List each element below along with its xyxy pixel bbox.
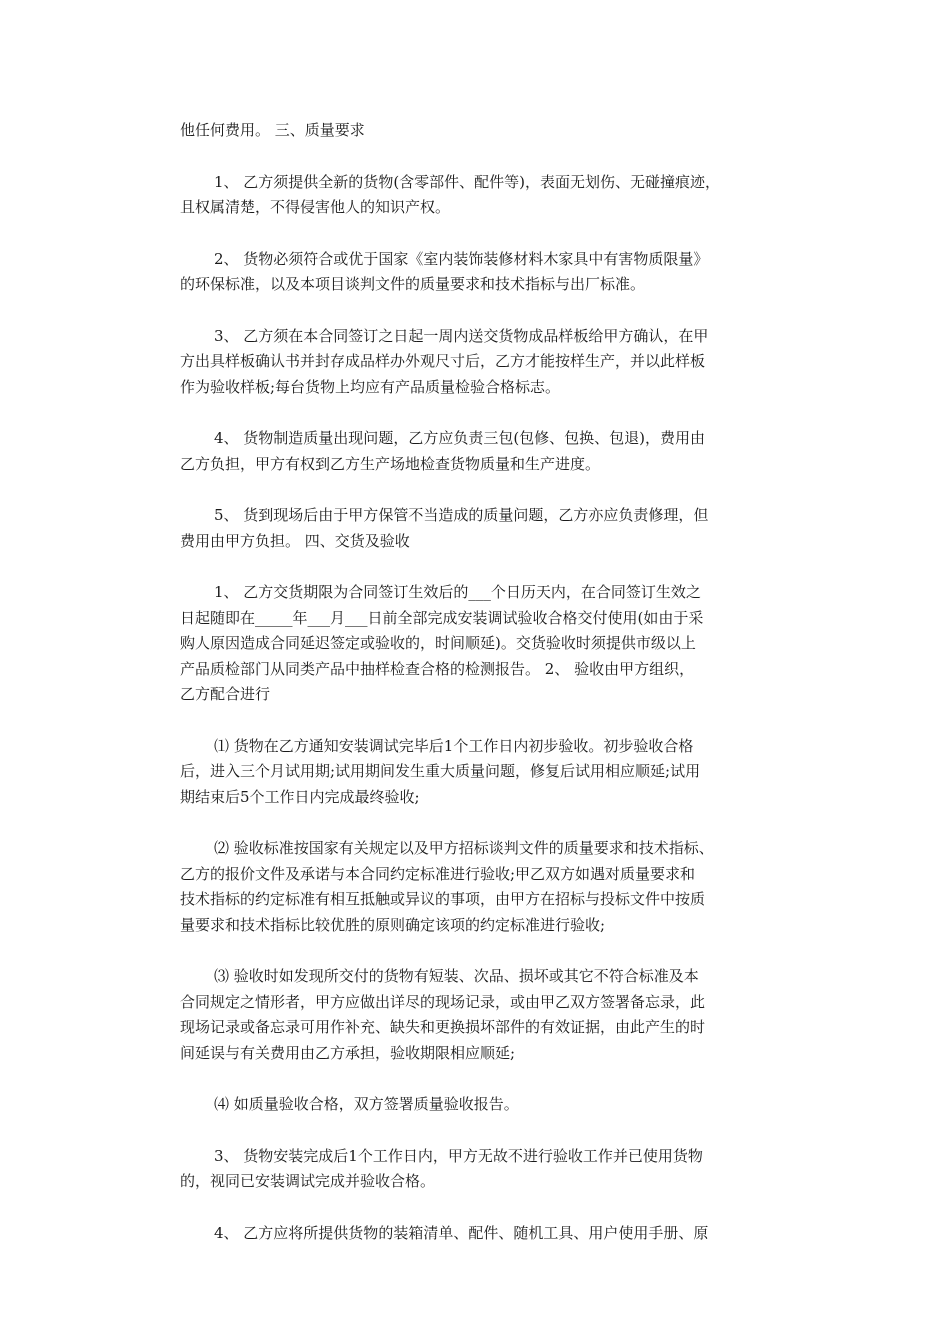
paragraph: [180, 1092, 780, 1118]
text-line: 的，视同已安装调试完成并验收合格。: [180, 1172, 436, 1190]
text-line: 日起随即在_____年___月___日前全部完成安装调试验收合格交付使用(如由于采: [180, 608, 704, 627]
paragraph: [180, 426, 780, 477]
paragraph: [180, 580, 780, 708]
text-line: 他任何费用。 三、质量要求: [180, 121, 365, 139]
text-line: ⑶ 验收时如发现所交付的货物有短装、次品、损坏或其它不符合标准及本: [214, 967, 699, 985]
text-line: 4、 乙方应将所提供货物的装箱清单、配件、随机工具、用户使用手册、原: [214, 1223, 709, 1242]
paragraph: [180, 964, 780, 1066]
text-line: 5、 货到现场后由于甲方保管不当造成的质量问题，乙方亦应负责修理，但: [214, 506, 709, 524]
text-line: 4、 货物制造质量出现问题，乙方应负责三包(包修、包换、包退)，费用由: [214, 429, 706, 447]
paragraph: [180, 1144, 780, 1195]
text-line: 现场记录或备忘录可用作补充、缺失和更换损坏部件的有效证据，由此产生的时: [180, 1018, 706, 1036]
text-line: 且权属清楚，不得侵害他人的知识产权。: [180, 198, 451, 216]
paragraph: [180, 1221, 780, 1247]
paragraph: [180, 247, 780, 298]
text-line: 乙方负担，甲方有权到乙方生产场地检查货物质量和生产进度。: [180, 454, 601, 473]
text-line: 3、 货物安装完成后1个工作日内，甲方无故不进行验收工作并已使用货物: [214, 1146, 703, 1165]
text-line: ⑵ 验收标准按国家有关规定以及甲方招标谈判文件的质量要求和技术指标、: [214, 839, 714, 857]
text-line: 产品质检部门从同类产品中抽样检查合格的检测报告。 2、 验收由甲方组织，: [180, 659, 695, 678]
text-line: 的环保标准，以及本项目谈判文件的质量要求和技术指标与出厂标准。: [180, 275, 646, 293]
text-line: 技术指标的约定标准有相互抵触或异议的事项，由甲方在招标与投标文件中按质: [180, 890, 706, 908]
paragraph: [180, 836, 780, 938]
text-line: 间延误与有关费用由乙方承担，验收期限相应顺延;: [180, 1043, 516, 1062]
paragraph: [180, 324, 780, 401]
text-line: 合同规定之情形者，甲方应做出详尽的现场记录，或由甲乙双方签署备忘录，此: [180, 992, 706, 1011]
text-line: 后，进入三个月试用期;试用期间发生重大质量问题，修复后试用相应顺延;试用: [180, 762, 701, 780]
text-line: 期结束后5个工作日内完成最终验收;: [180, 787, 420, 806]
text-line: 费用由甲方负担。 四、交货及验收: [180, 531, 410, 550]
text-line: 乙方配合进行: [180, 685, 271, 703]
document-page: [180, 118, 780, 1272]
paragraph: [180, 170, 780, 221]
text-line: ⑷ 如质量验收合格，双方签署质量验收报告。: [214, 1095, 519, 1113]
text-line: 3、 乙方须在本合同签订之日起一周内送交货物成品样板给甲方确认，在甲: [214, 326, 709, 345]
text-line: 购人原因造成合同延迟签定或验收的，时间顺延)。交货验收时须提供市级以上: [180, 634, 696, 652]
paragraph: [180, 734, 780, 811]
text-line: 作为验收样板;每台货物上均应有产品质量检验合格标志。: [180, 377, 561, 396]
text-line: 量要求和技术指标比较优胜的原则确定该项的约定标准进行验收;: [180, 915, 606, 934]
text-line: 乙方的报价文件及承诺与本合同约定标准进行验收;甲乙双方如遇对质量要求和: [180, 864, 696, 883]
paragraph: [180, 118, 780, 144]
text-line: 1、 乙方交货期限为合同签订生效后的___个日历天内，在合同签订生效之: [214, 583, 701, 601]
text-line: 2、 货物必须符合或优于国家《室内装饰装修材料木家具中有害物质限量》: [214, 249, 709, 268]
paragraph: [180, 503, 780, 554]
text-line: 方出具样板确认书并封存成品样办外观尺寸后，乙方才能按样生产，并以此样板: [180, 352, 706, 370]
text-line: 1、 乙方须提供全新的货物(含零部件、配件等)，表面无划伤、无碰撞痕迹，: [214, 172, 721, 191]
text-line: ⑴ 货物在乙方通知安装调试完毕后1个工作日内初步验收。初步验收合格: [214, 736, 694, 755]
